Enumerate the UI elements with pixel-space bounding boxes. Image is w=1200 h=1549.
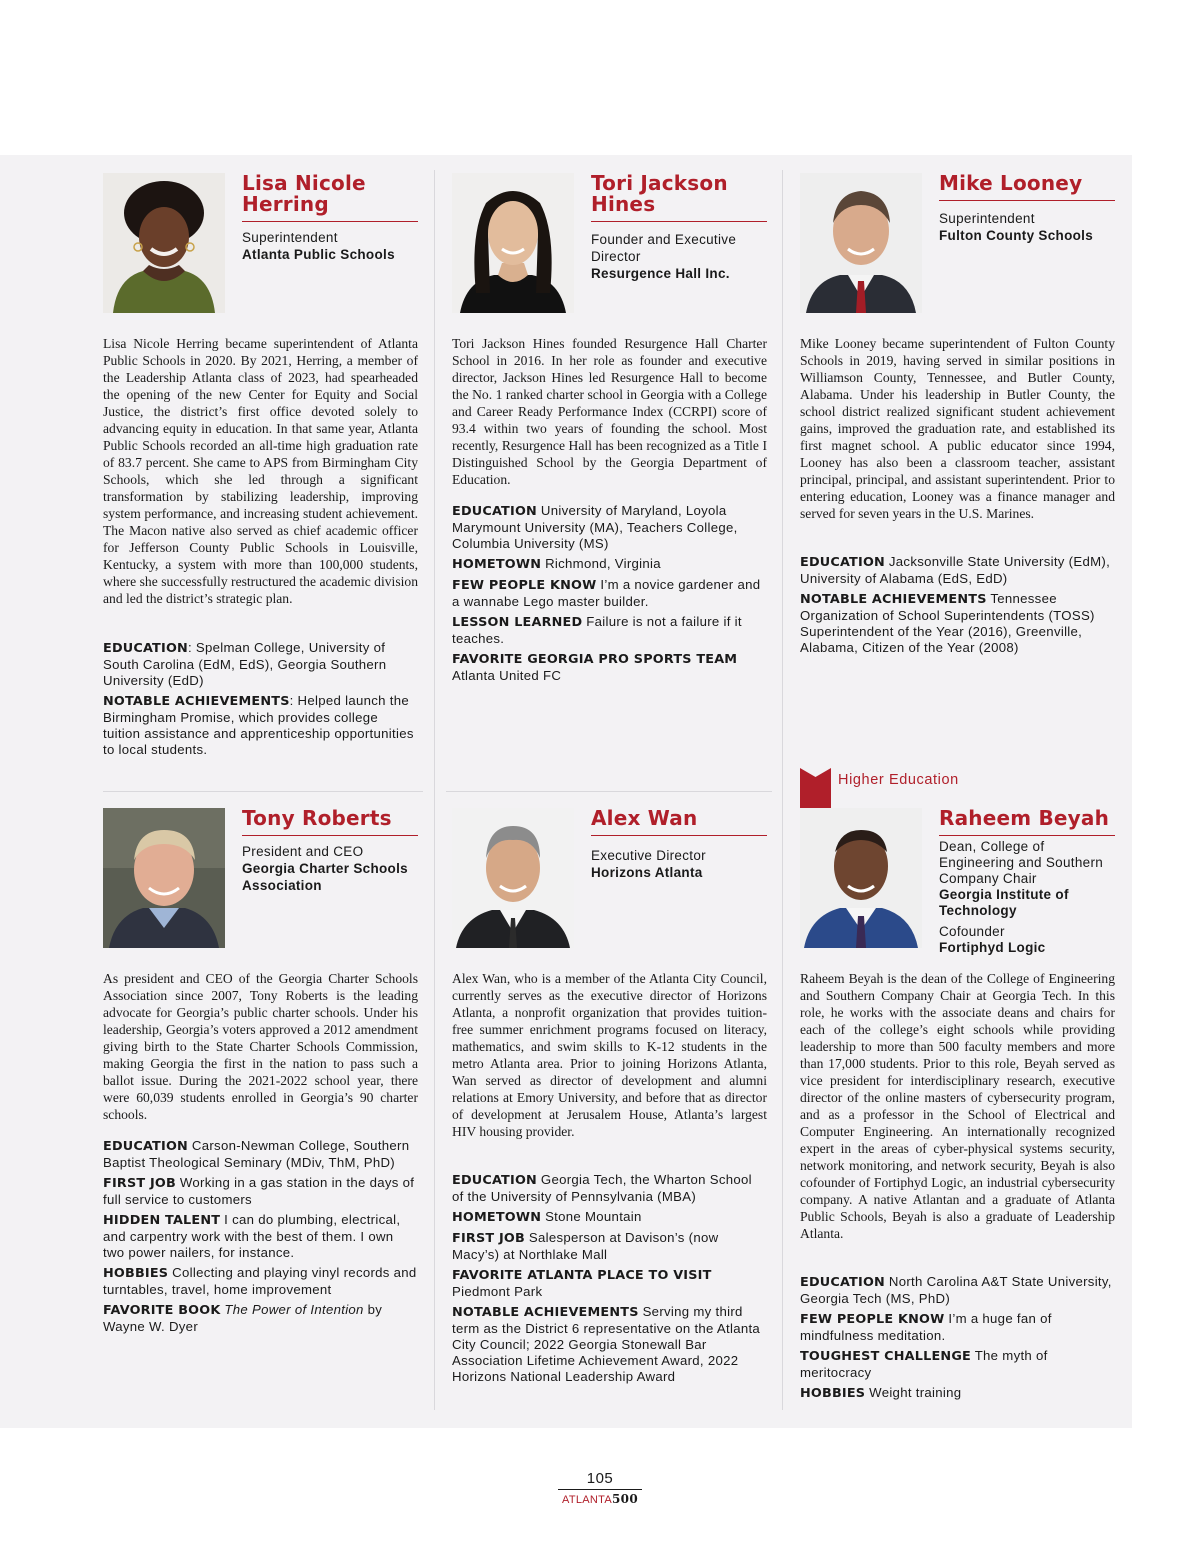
profile-organization: Atlanta Public Schools — [242, 247, 395, 262]
fact-toughest-challenge: TOUGHEST CHALLENGE The myth of meritocracy — [800, 1348, 1048, 1380]
profile-role: Superintendent — [939, 211, 1035, 226]
profile-name: Mike Looney — [939, 173, 1115, 201]
portrait-beyah — [800, 808, 922, 948]
fact-favorite-sports-team: FAVORITE GEORGIA PRO SPORTS TEAM Atlanta United FC — [452, 652, 738, 683]
fact-hidden-talent: HIDDEN TALENT I can do plumbing, electrical, and carpentry work with the best of them. I own two power nailers, for instance. — [103, 1212, 401, 1260]
portrait-herring — [103, 173, 225, 313]
fact-notable-achievements: NOTABLE ACHIEVEMENTS Tennessee Organization of School Superintendents (TOSS) Superintendent of the Year (2016), Greenville, Alabama, Citizen of the Year (2008) — [800, 591, 1095, 655]
profile-name: Raheem Beyah — [939, 808, 1115, 836]
fact-hobbies: HOBBIES Collecting and playing vinyl records and turntables, travel, home improvement — [103, 1265, 417, 1297]
bookmark-icon — [800, 768, 831, 808]
profile-facts — [452, 1172, 767, 1389]
profile-role: Dean, College of Engineering and Southern Company Chair — [939, 839, 1104, 886]
profile-organization-secondary: Fortiphyd Logic — [939, 940, 1046, 955]
profile-name: Alex Wan — [591, 808, 767, 836]
profile-facts — [103, 1138, 418, 1339]
profile-name: Lisa Nicole Herring — [242, 173, 418, 222]
profile-role: Executive Director — [591, 848, 706, 863]
portrait-looney — [800, 173, 922, 313]
profile-name: Tony Roberts — [242, 808, 418, 836]
profile-bio: Lisa Nicole Herring became superintendent of Atlanta Public Schools in 2020. By 2021, Herring, a member of the Leadership Atlanta class of 2023, had spearheaded the opening of the new Center for Equity and Social Justice, the district’s first office devoted solely to advancing equity in education. In that same year, Atlanta Public Schools recorded an all-time high graduation rate of 83.7 percent. She came to APS from Birmingham City Schools, which she led through a significant transformation by stabilizing leadership, improving system performance, and increasing student achievement. The Macon native also served as chief academic officer for Jefferson County Public Schools in Louisville, Kentucky, a system with more than 100,000 students, where she successfully restructured the academic division and led the district’s strategic plan. — [103, 336, 418, 606]
fact-hometown: HOMETOWN Stone Mountain — [452, 1209, 642, 1225]
profile-facts — [800, 554, 1115, 660]
profile-organization: Fulton County Schools — [939, 228, 1094, 243]
profile-bio: Tori Jackson Hines founded Resurgence Hall Charter School in 2016. In her role as founder and executive director, Jackson Hines led Resurgence Hall to become the No. 1 ranked charter school in Georgia with a College and Career Ready Performance Index (CCRPI) score of 93.4 within two years of founding the school. Most recently, Resurgence Hall has been recognized as a Title I Distinguished School by the Georgia Department of Education. — [452, 336, 767, 487]
portrait-hines — [452, 173, 574, 313]
row-divider-left — [103, 791, 423, 792]
fact-favorite-place: FAVORITE ATLANTA PLACE TO VISIT Piedmont Park — [452, 1268, 712, 1299]
profile-facts — [103, 640, 418, 762]
profile-bio: Raheem Beyah is the dean of the College of Engineering and Southern Company Chair at Georgia Tech. In this role, he works with the associate deans and chairs for each of the college’s eight schools while providing leadership to more than 500 faculty members and more than 17,000 students. Prior to this role, Beyah served as vice president for interdisciplinary research, executive director of the online masters of cybersecurity program, and as a professor in the School of Electrical and Computer Engineering. An internationally recognized expert in the areas of cyber-physical systems security, network monitoring, and network security, Beyah is also cofounder of Fortiphyd Logic, an industrial cybersecurity company. A native Atlantan and a graduate of Atlanta Public Schools, Beyah is also a graduate of Leadership Atlanta. — [800, 971, 1115, 1241]
fact-education: EDUCATION Jacksonville State University (EdM), University of Alabama (EdS, EdD) — [800, 554, 1111, 586]
page-number: 105 — [558, 1470, 642, 1490]
fact-notable-achievements: NOTABLE ACHIEVEMENTS Serving my third term as the District 6 representative on the Atlanta City Council; 2022 Georgia Stonewall Bar Association Lifetime Achievement Award, 2022 Horizons National Leadership Award — [452, 1304, 761, 1384]
profile-role-secondary: Cofounder — [939, 924, 1005, 939]
fact-education: EDUCATION: Spelman College, University of South Carolina (EdM, EdS), Georgia Southern University (EdD) — [103, 640, 387, 688]
fact-education: EDUCATION North Carolina A&T State University, Georgia Tech (MS, PhD) — [800, 1274, 1112, 1306]
profile-bio: Mike Looney became superintendent of Fulton County Schools in 2019, having served in similar positions in Williamson County, Tennessee, and Butler County, Alabama. Under his leadership in Butler County, the school district realized significant student achievement gains, improved the graduation rate, and established its first magnet school. A public educator since 1994, Looney has also been a classroom teacher, assistant principal, principal, and assistant superintendent. Prior to entering education, Looney was a finance manager and served for seven years in the U.S. Marines. — [800, 336, 1115, 521]
fact-education: EDUCATION University of Maryland, Loyola Marymount University (MA), Teachers College, Columbia University (MS) — [452, 503, 738, 551]
fact-lesson-learned: LESSON LEARNED Failure is not a failure if it teaches. — [452, 614, 742, 646]
fact-first-job: FIRST JOB Salesperson at Davison’s (now Macy’s) at Northlake Mall — [452, 1230, 719, 1262]
profile-bio: Alex Wan, who is a member of the Atlanta City Council, currently serves as the executive director of Horizons Atlanta, a nonprofit organization that provides tuition-free summer enrichment programs focused on literacy, mathematics, and swim skills to K-12 students in the metro Atlanta area. Prior to joining Horizons Atlanta, Wan served as director of development and alumni relations at Emory University, and before that as director of development at Jerusalem House, Atlanta’s largest HIV housing provider. — [452, 971, 767, 1139]
profile-facts — [452, 503, 767, 688]
profile-role: Superintendent — [242, 230, 338, 245]
page-folio — [558, 1470, 642, 1506]
profile-role: President and CEO — [242, 844, 364, 859]
portrait-roberts — [103, 808, 225, 948]
fact-education: EDUCATION Georgia Tech, the Wharton School of the University of Pennsylvania (MBA) — [452, 1172, 752, 1204]
publication-brand: ATLANTA500 — [562, 1492, 638, 1506]
column-divider-right — [782, 170, 783, 1410]
profile-bio: As president and CEO of the Georgia Charter Schools Association since 2007, Tony Roberts is the leading advocate for Georgia’s public charter schools. Under his leadership, Georgia’s voters approved a 2012 amendment giving birth to the State Charter Schools Commission, making Georgia the first in the nation to pass such a ballot issue. During the 2021-2022 school year, there were 60,039 students enrolled in Georgia’s 90 charter schools. — [103, 971, 418, 1122]
fact-favorite-book: FAVORITE BOOK The Power of Intention by Wayne W. Dyer — [103, 1302, 383, 1334]
profile-organization: Horizons Atlanta — [591, 865, 703, 880]
portrait-wan — [452, 808, 574, 948]
profile-organization: Georgia Institute of Technology — [939, 887, 1069, 918]
column-divider-left — [434, 170, 435, 1410]
fact-education: EDUCATION Carson-Newman College, Southern Baptist Theological Seminary (MDiv, ThM, PhD) — [103, 1138, 410, 1170]
profile-role: Founder and Executive Director — [591, 232, 737, 264]
profile-organization: Resurgence Hall Inc. — [591, 266, 730, 281]
profile-name: Tori Jackson Hines — [591, 173, 767, 222]
row-divider-middle — [446, 791, 772, 792]
profile-organization: Georgia Charter Schools Association — [242, 861, 408, 893]
fact-notable-achievements: NOTABLE ACHIEVEMENTS: Helped launch the Birmingham Promise, which provides college tuition assistance and apprenticeship opportunities to local students. — [103, 693, 414, 757]
fact-first-job: FIRST JOB Working in a gas station in the days of full service to customers — [103, 1175, 415, 1207]
profile-facts — [800, 1274, 1115, 1406]
section-tag-label: Higher Education — [838, 772, 959, 788]
fact-few-people-know: FEW PEOPLE KNOW I’m a novice gardener and a wannabe Lego master builder. — [452, 577, 761, 609]
fact-hometown: HOMETOWN Richmond, Virginia — [452, 556, 661, 572]
fact-few-people-know: FEW PEOPLE KNOW I’m a huge fan of mindfulness meditation. — [800, 1311, 1052, 1343]
fact-hobbies: HOBBIES Weight training — [800, 1385, 962, 1401]
